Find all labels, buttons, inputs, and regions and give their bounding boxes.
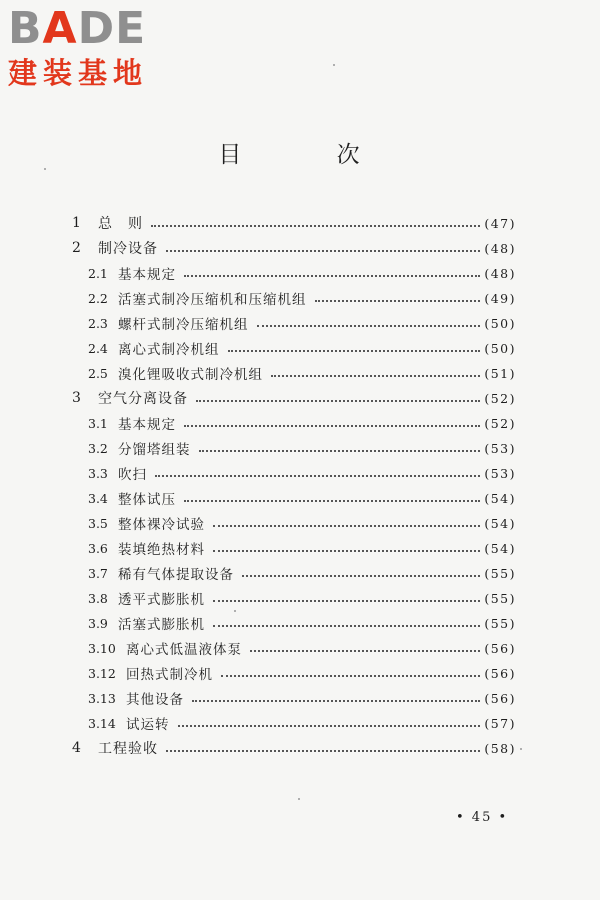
toc-number: 2.3 [88, 315, 108, 331]
toc-leader [221, 675, 480, 677]
toc-entry[interactable] [88, 562, 516, 584]
scan-speck [44, 168, 46, 170]
toc-entry[interactable] [72, 737, 516, 759]
toc-number: 2.2 [88, 290, 108, 306]
toc-page: (49) [484, 290, 516, 306]
toc-label: 透平式膨胀机 [118, 592, 205, 608]
toc-entry[interactable] [88, 287, 516, 309]
toc-page: (53) [484, 440, 516, 456]
toc-page: (58) [484, 740, 516, 756]
toc-entry[interactable] [88, 312, 516, 334]
toc-label: 其他设备 [126, 692, 184, 708]
toc-label: 分馏塔组装 [118, 442, 191, 458]
toc-entry[interactable] [88, 512, 516, 534]
toc-label: 溴化锂吸收式制冷机组 [118, 367, 263, 383]
toc-number: 3 [72, 390, 81, 406]
toc-page: (55) [484, 590, 516, 606]
toc-leader [228, 350, 481, 352]
toc-number: 4 [72, 740, 81, 756]
toc-number: 1 [72, 215, 81, 231]
toc-label: 空气分离设备 [98, 391, 188, 407]
toc-label: 吹扫 [118, 467, 147, 483]
toc-label: 工程验收 [98, 741, 158, 757]
toc-leader [242, 575, 480, 577]
toc-number: 3.2 [88, 440, 108, 456]
toc-label: 基本规定 [118, 267, 176, 283]
toc-number: 3.10 [88, 640, 116, 656]
toc-leader [257, 325, 481, 327]
toc-number: 3.4 [88, 490, 108, 506]
toc-leader [184, 500, 480, 502]
scan-speck [520, 748, 522, 750]
toc-entry[interactable] [88, 262, 516, 284]
logo-mark: BADE [8, 3, 147, 54]
toc-label: 离心式低温液体泵 [126, 642, 242, 658]
toc-page: (51) [484, 365, 516, 381]
toc-entry[interactable] [88, 687, 516, 709]
toc-leader [151, 225, 480, 227]
toc-label: 整体裸冷试验 [118, 517, 205, 533]
toc-entry[interactable] [88, 712, 516, 734]
toc-page: (54) [484, 515, 516, 531]
toc-leader [250, 650, 480, 652]
toc-label: 离心式制冷机组 [118, 342, 220, 358]
toc-leader [166, 250, 480, 252]
toc-number: 3.13 [88, 690, 116, 706]
toc-number: 3.1 [88, 415, 108, 431]
bade-logo [8, 3, 183, 90]
toc-leader [199, 450, 481, 452]
toc-page: (52) [484, 415, 516, 431]
toc-label: 制冷设备 [98, 241, 158, 257]
toc-entry[interactable] [88, 362, 516, 384]
toc-page: (56) [484, 690, 516, 706]
toc-page: (56) [484, 665, 516, 681]
toc-leader [315, 300, 481, 302]
toc-page: (54) [484, 540, 516, 556]
toc-number: 3.12 [88, 665, 116, 681]
toc-page: (52) [484, 390, 516, 406]
toc-page: (47) [484, 215, 516, 231]
toc-page: (55) [484, 565, 516, 581]
toc-entry[interactable] [88, 587, 516, 609]
toc-label: 试运转 [126, 717, 170, 733]
toc-number: 3.6 [88, 540, 108, 556]
toc-leader [271, 375, 480, 377]
toc-label: 整体试压 [118, 492, 176, 508]
toc-leader [213, 625, 480, 627]
toc-page: (50) [484, 315, 516, 331]
toc-label: 活塞式膨胀机 [118, 617, 205, 633]
page-number: • 45 • [456, 810, 509, 825]
toc-number: 3.3 [88, 465, 108, 481]
scan-speck [333, 64, 335, 66]
toc-label: 螺杆式制冷压缩机组 [118, 317, 249, 333]
toc-page: (57) [484, 715, 516, 731]
toc-page: (56) [484, 640, 516, 656]
toc-leader [213, 550, 480, 552]
toc-number: 2 [72, 240, 81, 256]
toc-entry[interactable] [72, 237, 516, 259]
toc-leader [155, 475, 480, 477]
toc-entry[interactable] [72, 387, 516, 409]
toc-label: 总 则 [98, 216, 143, 232]
toc-page: (55) [484, 615, 516, 631]
toc-page: (48) [484, 240, 516, 256]
toc-label: 活塞式制冷压缩机和压缩机组 [118, 292, 307, 308]
toc-entry[interactable] [88, 537, 516, 559]
toc-page: (53) [484, 465, 516, 481]
toc-label: 回热式制冷机 [126, 667, 213, 683]
toc-leader [192, 700, 480, 702]
toc-entry[interactable] [88, 337, 516, 359]
toc-number: 2.1 [88, 265, 108, 281]
toc-label: 稀有气体提取设备 [118, 567, 234, 583]
scan-speck [234, 610, 236, 612]
toc-leader [213, 600, 480, 602]
toc-number: 3.7 [88, 565, 108, 581]
toc-number: 2.4 [88, 340, 108, 356]
toc-entry[interactable] [72, 212, 516, 234]
toc-label: 基本规定 [118, 417, 176, 433]
toc-leader [184, 425, 480, 427]
logo-subtitle: 建装基地 [8, 56, 149, 90]
toc-entry[interactable] [88, 462, 516, 484]
toc-entry[interactable] [88, 412, 516, 434]
toc-entry[interactable] [88, 662, 516, 684]
toc-leader [184, 275, 480, 277]
toc-entry[interactable] [88, 612, 516, 634]
toc-entry[interactable] [88, 487, 516, 509]
toc-number: 2.5 [88, 365, 108, 381]
toc-page: (50) [484, 340, 516, 356]
toc-leader [166, 750, 480, 752]
toc-page: (54) [484, 490, 516, 506]
toc-entry[interactable] [88, 437, 516, 459]
toc-number: 3.5 [88, 515, 108, 531]
toc-label: 装填绝热材料 [118, 542, 205, 558]
toc-page: (48) [484, 265, 516, 281]
toc-leader [213, 525, 480, 527]
toc-number: 3.8 [88, 590, 108, 606]
scan-speck [298, 798, 300, 800]
toc-entry[interactable] [88, 637, 516, 659]
toc-leader [196, 400, 480, 402]
toc-leader [178, 725, 481, 727]
page-title: 目 次 [218, 142, 404, 168]
toc-number: 3.9 [88, 615, 108, 631]
toc-number: 3.14 [88, 715, 116, 731]
